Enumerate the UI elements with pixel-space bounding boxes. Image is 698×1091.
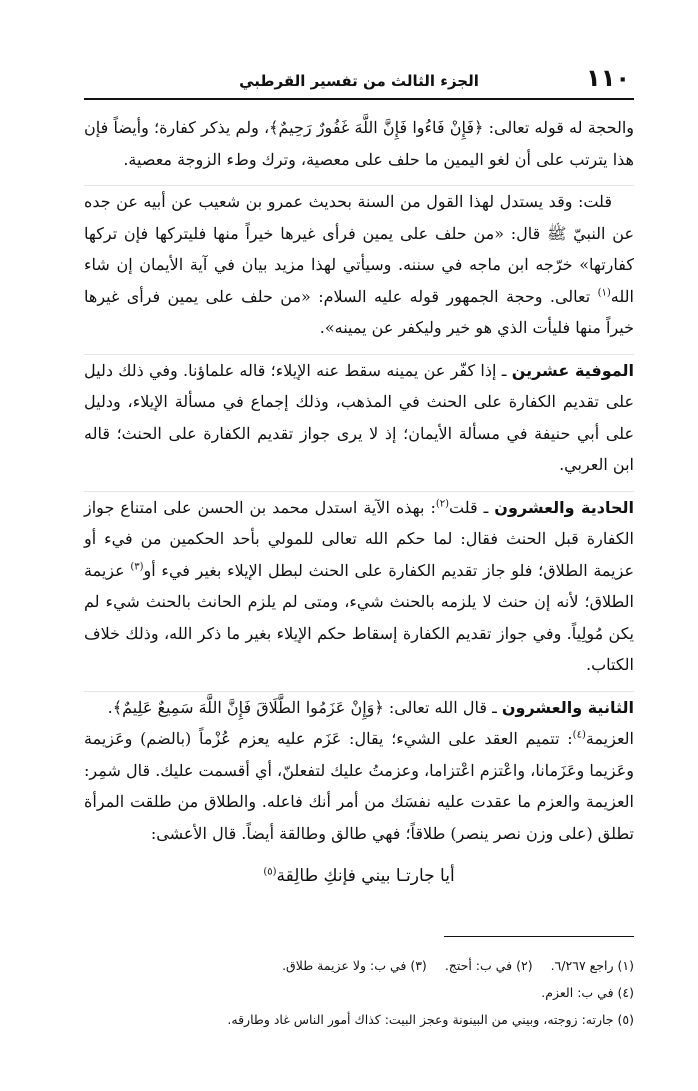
footnote-divider xyxy=(444,936,634,937)
paragraph-4-text-a: ـ قلت xyxy=(449,497,495,517)
paragraph-4-text-b: : بهذه الآية استدل محمد بن الحسن على امتناع جواز الكفارة قبل الحنث فقال: لما حكم الله تعالى للمولي بأحد الحكمين من فيء أو عزيمة الطلاق؛ فلو جاز تقديم الكفارة على الحنث لبطل الإيلاء بغير فيء أو xyxy=(84,497,634,580)
footnote-row-1 xyxy=(84,952,634,979)
paragraph-6-text-b: : تتميم العقد على الشيء؛ يقال: عَزَم عليه يعزم عُزْماً (بالضم) وعَزيمة وعَزيما وعَزَمانا، واعْتزم اعْتزاما، وعزمتُ عليك لتفعلنّ، أي أقسمت عليك. قال شمِر: العزيمة والعزم ما عقدت عليه نفسَك من أمر أنك فاعله. والطلاق من طلقت المرأة تطلق (على وزن نصر ينصر) طلاقاً؛ فهي طالق وطالقة أيضاً. قال الأعشى: xyxy=(84,729,634,843)
footnotes xyxy=(84,952,634,1033)
paragraph-5 xyxy=(84,691,634,724)
footnote-ref-5: (٥) xyxy=(263,866,277,878)
footnote-5: (٥) جارته: زوجته، وبيني من البينونة وعجز البيت: كذاك أمور الناس غاد وطارقه. xyxy=(227,1012,634,1027)
paragraph-2-text-b: تعالى. وحجة الجمهور قوله عليه السلام: «من حلف على يمين فرأى غيرها خيراً منها فليأت الذي هو خير وليكفر عن يمينه». xyxy=(84,286,634,337)
paragraph-3 xyxy=(84,354,634,481)
page-number: ١١٠ xyxy=(586,64,630,92)
running-title: الجزء الثالث من تفسير القرطبي xyxy=(239,72,479,90)
paragraph-4-text-c: عزيمة الطلاق؛ لأنه إن حنث لا يلزمه بالحنث شيء، ومتى لم يلزم الحانث بالحنث شيء لم يكن مُولِياً. وفي جواز تقديم الكفارة إسقاط حكم الإيلاء بغير ما ذكر الله، وذلك خلاف الكتاب. xyxy=(84,560,635,674)
verse-text: أيا جارتـا بيني فإنكِ طالِقة xyxy=(276,866,455,886)
paragraph-3-text: ـ إذا كفّر عن يمينه سقط عنه الإيلاء؛ قاله علماؤنا. وفي ذلك دليل على تقديم الكفارة على الحنث في المذهب، وذلك إجماع في مسألة الإيلاء، ودليل على أبي حنيفة في مسألة الأيمان؛ إذ لا يرى جواز تقديم الكفارة على الحنث؛ قاله ابن العربي. xyxy=(84,360,635,474)
footnote-1: (١) راجع ٦/٢٦٧. xyxy=(550,958,634,973)
footnote-ref-3: (٣) xyxy=(130,561,144,573)
paragraph-2-text-a: قلت: وقد يستدل لهذا القول من السنة بحديث عمرو بن شعيب عن أبيه عن جده عن النبيّ ﷺ قال: «من حلف على يمين فرأى غيرها خيراً منها فليتركها فإن تركها كفارتها» خرّجه ابن ماجه في سننه. وسيأتي لهذا مزيد بيان في آية الأيمان إن شاء الله xyxy=(84,192,634,306)
section-heading-20: الموفية عشرين xyxy=(511,360,634,380)
page-header xyxy=(84,58,634,100)
book-page xyxy=(84,58,634,1068)
poetry-verse xyxy=(84,859,634,893)
paragraph-4 xyxy=(84,491,634,681)
footnote-ref-2: (٢) xyxy=(435,498,450,510)
page-body xyxy=(84,112,634,893)
footnote-4: (٤) في ب: العزم. xyxy=(541,985,634,1000)
section-heading-21: الحادية والعشرون xyxy=(494,497,634,517)
footnote-row-3 xyxy=(84,1006,634,1033)
paragraph-1-text: والحجة له قوله تعالى: ﴿فَإِنْ فَاءُوا فَإِنَّ اللَّهَ غَفُورٌ رَحِيمٌ﴾، ولم يذكر كفارة؛ وأيضاً فإن هذا يترتب على أن لغو اليمين ما حلف على معصية، وترك وطء الزوجة معصية. xyxy=(84,118,634,169)
paragraph-6 xyxy=(84,723,634,849)
paragraph-2 xyxy=(84,185,634,344)
footnote-ref-4: (٤) xyxy=(572,729,586,741)
paragraph-1 xyxy=(84,112,634,175)
footnote-2: (٢) في ب: أحتج. xyxy=(444,958,533,973)
section-heading-22: الثانية والعشرون xyxy=(501,697,634,717)
footnote-row-2 xyxy=(84,979,634,1006)
paragraph-5-text: ـ قال الله تعالى: ﴿وَإِنْ عَزَمُوا الطَّلَاقَ فَإِنَّ اللَّهَ سَمِيعٌ عَلِيمٌ﴾. xyxy=(107,697,502,717)
paragraph-6-text-a: العزيمة xyxy=(585,729,634,748)
footnote-ref-1: (١) xyxy=(597,287,611,299)
footnote-3: (٣) في ب: ولا عزيمة طلاق. xyxy=(282,958,427,973)
